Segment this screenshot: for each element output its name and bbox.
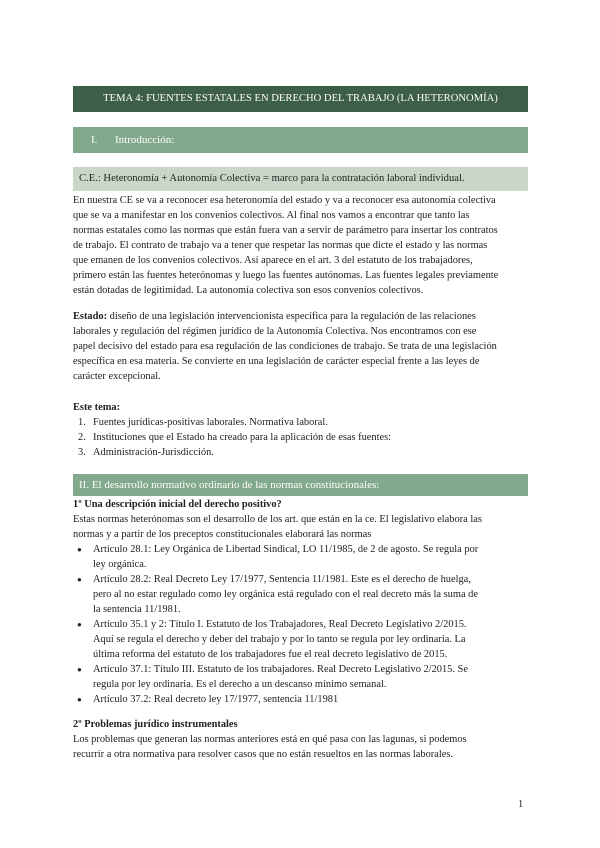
text-line: normas y a partir de los preceptos constitucionales elaborará las normas — [73, 529, 372, 540]
text-line: En nuestra CE se va a reconocer esa heteronomía del estado y va a reconocer esa autonomía colectiva — [73, 195, 496, 206]
subsection-2 — [73, 717, 528, 762]
text-line: regula por ley ordinaria. Es el derecho a un descanso mínimo semanal. — [93, 679, 387, 690]
text-line: primero están las fuentes heterónomas y luego las fuentes autónomas. Las fuentes legales previamente — [73, 270, 499, 281]
text-line: recurrir a otra normativa para resolver casos que no están resueltos en las normas laborales. — [73, 749, 453, 760]
section-heading-desarrollo: II. El desarrollo normativo ordinario de las normas constitucionales: — [73, 474, 528, 496]
bullet-item — [73, 572, 528, 617]
text-line: que emanen de los convenios colectivos. Así aparece en el art. 3 del estatuto de los trabajadores, — [73, 255, 473, 266]
ce-highlight-bar: C.E.: Heteronomía + Autonomía Colectiva = marco para la contratación laboral individual. — [73, 167, 528, 191]
list-item-text: Administración-Jurisdicción. — [93, 447, 214, 458]
list-item — [73, 445, 528, 460]
este-tema-label: Este tema: — [73, 402, 121, 413]
text-line: pero al no estar regulado como ley orgánica está regulado con el real decreto más la suma de — [93, 589, 478, 600]
subsection-1 — [73, 497, 528, 707]
este-tema-list — [73, 415, 528, 460]
list-number: 1. — [78, 417, 86, 428]
text-line: ● Artículo 37.1: Título III. Estatuto de los trabajadores. Real Decreto Legislativo 2/2015. Se — [93, 664, 468, 675]
bullet-item — [73, 692, 528, 707]
text-line: última reforma del estatuto de los trabajadores fue el real decreto legislativo de 2015. — [93, 649, 448, 660]
section-number: I. — [91, 134, 98, 146]
text-line: de trabajo. El contrato de trabajo va a tener que respetar las normas que dicte el estado y las normas — [73, 240, 488, 251]
bullet-item — [73, 662, 528, 692]
list-number: 3. — [78, 447, 86, 458]
text-line: papel decisivo del estado para esa regulación de las condiciones de trabajo. Se trata de una legislación — [73, 341, 497, 352]
text-line: están dotadas de legitimidad. La autonomía colectiva son esos convenios colectivos. — [73, 285, 424, 296]
este-tema-block — [73, 400, 528, 460]
bullet-item — [73, 617, 528, 662]
list-item — [73, 430, 528, 445]
text-line: diseño de una legislación intervencionista específica para la regulación de las relaciones — [107, 311, 476, 322]
text-line: ● Artículo 37.2: Real decreto ley 17/1977, sentencia 11/1981 — [93, 694, 339, 705]
list-item-text: Fuentes jurídicas-positivas laborales. Normativa laboral. — [93, 417, 328, 428]
text-line: laborales y regulación del régimen jurídico de la Autonomía Colectiva. Nos encontramos con ese — [73, 326, 477, 337]
bullet-item — [73, 542, 528, 572]
estado-label: Estado: — [73, 311, 108, 322]
text-line: específica en esa materia. Se convierte en una legislación de carácter especial frente a las leyes de — [73, 356, 480, 367]
section-heading-introduccion — [73, 127, 528, 153]
list-number: 2. — [78, 432, 86, 443]
text-line: Estas normas heterónomas son el desarrollo de los art. que están en la ce. El legislativo elabora las — [73, 514, 482, 525]
text-line: Aquí se regula el derecho y deber del trabajo y por lo tanto se regula por ley ordinaria. La — [93, 634, 466, 645]
text-line: que se va a manifestar en los convenios colectivos. Al final nos vamos a encontrar que tanto las — [73, 210, 470, 221]
subsection-heading: 2º Problemas jurídico instrumentales — [73, 719, 238, 730]
text-line: normas estatales como las normas que están fuera van a servir de parámetro para insertar los contratos — [73, 225, 498, 236]
text-line: la sentencia 11/1981. — [93, 604, 181, 615]
text-line: ● Artículo 28.2: Real Decreto Ley 17/1977, Sentencia 11/1981. Este es el derecho de huelga, — [93, 574, 471, 585]
articles-list — [73, 542, 528, 707]
intro-paragraph — [73, 193, 528, 298]
estado-paragraph — [73, 309, 528, 384]
list-item — [73, 415, 528, 430]
section-label: Introducción: — [115, 134, 175, 146]
subsection-heading: 1º Una descripción inicial del derecho positivo? — [73, 499, 282, 510]
text-line: ● Artículo 35.1 y 2: Título I. Estatuto de los Trabajadores, Real Decreto Legislativo 2/2015. — [93, 619, 467, 630]
document-title: TEMA 4: FUENTES ESTATALES EN DERECHO DEL TRABAJO (LA HETERONOMÍA) — [73, 86, 528, 112]
text-line: ● Artículo 28.1: Ley Orgánica de Libertad Sindical, LO 11/1985, de 2 de agosto. Se regula por — [93, 544, 479, 555]
text-line: Los problemas que generan las normas anteriores está en qué pasa con las lagunas, si podemos — [73, 734, 467, 745]
list-item-text: Instituciones que el Estado ha creado para la aplicación de esas fuentes: — [93, 432, 392, 443]
text-line: carácter excepcional. — [73, 371, 161, 382]
text-line: ley orgánica. — [93, 559, 147, 570]
page-number: 1 — [518, 799, 524, 810]
